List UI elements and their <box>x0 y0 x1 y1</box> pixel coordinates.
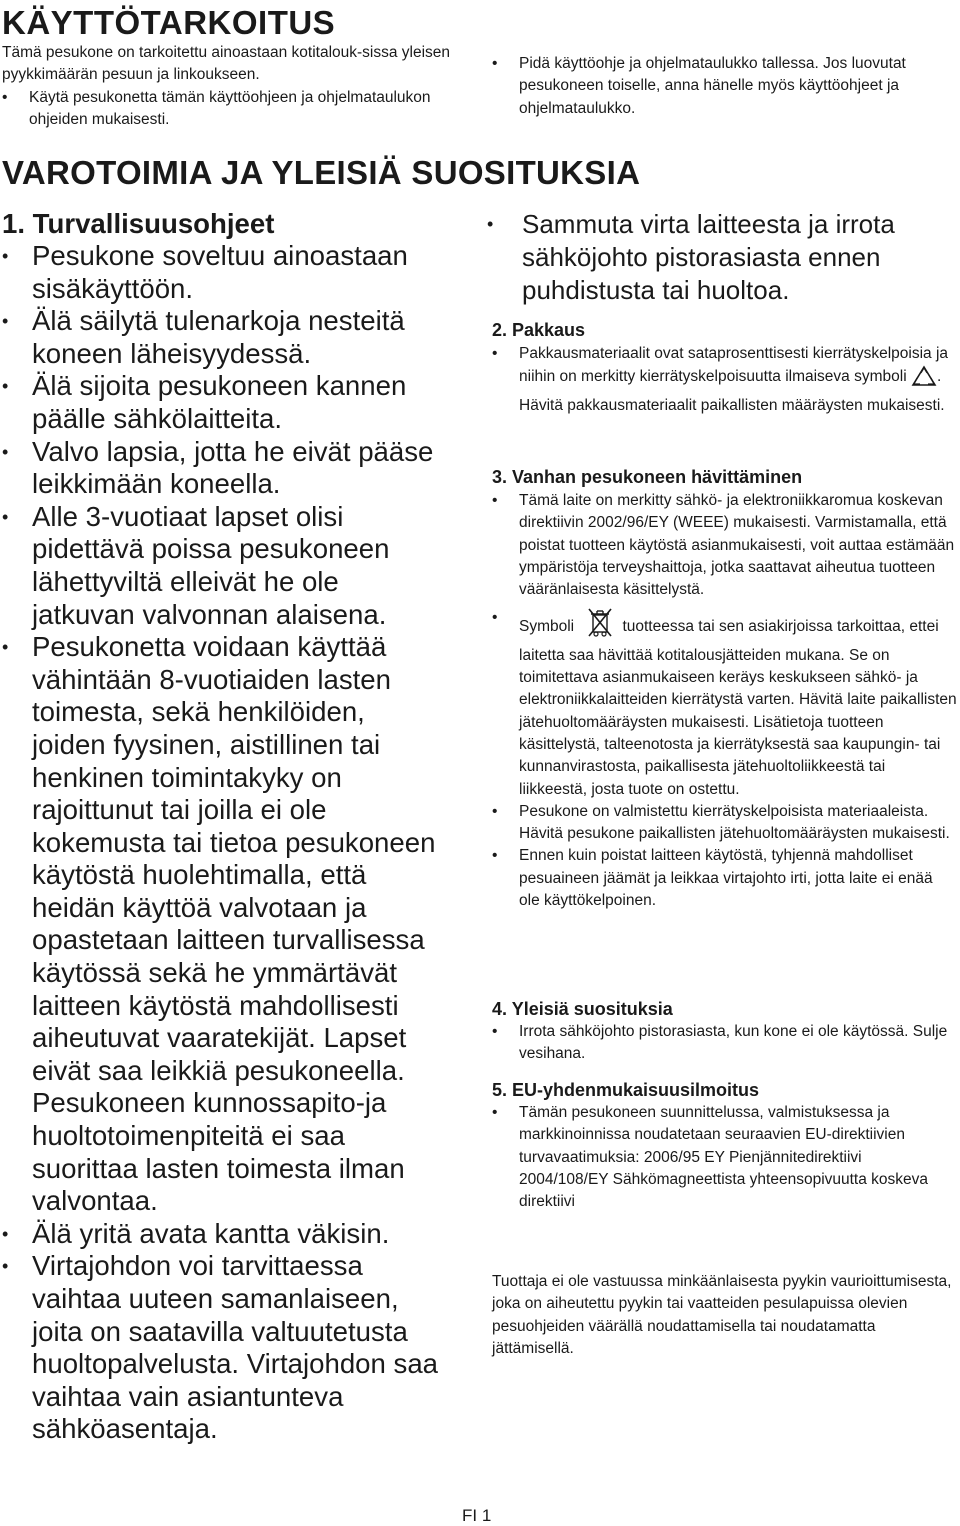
packaging-item <box>492 343 957 417</box>
disposal-heading: 3. Vanhan pesukoneen hävittäminen <box>492 467 803 487</box>
disposal-item: • Tämä laite on merkitty sähkö- ja elektroniikkaromua koskevan direktiivin 2002/96/EY (WEEE) mukaisesti. Varmistamalla, että poistat tuotteen käytöstä asianmukaisesti, voit auttaa estämään ympäristöja terveyshaittoja, jotka saattavat aiheutua tuotteen vääränlaisesta käsittelystä. <box>492 490 957 601</box>
intended-use-intro: Tämä pesukone on tarkoitettu ainoastaan kotitalouk-sissa yleisen pyykkimäärän pesuun ja linkoukseen. <box>2 44 451 84</box>
packaging-text-2: . Hävitä pakkausmateriaalit paikallisten määräysten mukaisesti. <box>519 368 945 414</box>
section-title-precautions: VAROTOIMIA JA YLEISIÄ SUOSITUKSIA <box>2 154 641 191</box>
intended-use-left <box>2 42 462 131</box>
weee-text-1: Symboli <box>519 618 575 636</box>
safety-list <box>2 240 442 1446</box>
disposal-item: • Ennen kuin poistat laitteen käytöstä, tyhjennä mahdolliset pesuaineen jäämät ja leikkaa virtajohto irti, jotta laite ei enää ole käyttökelpoinen. <box>492 845 957 912</box>
eu-list <box>492 1102 932 1213</box>
page-number: FI 1 <box>462 1506 492 1525</box>
safety-item: • Älä säilytä tulenarkoja nesteitä koneen läheisyydessä. <box>2 305 442 370</box>
packaging-heading: 2. Pakkaus <box>492 320 586 340</box>
packaging-list <box>492 343 957 417</box>
safety-item: • Alle 3-vuotiaat lapset olisi pidettävä poissa pesukoneen lähettyviltä elleivät he ole jatkuvan valvonnan alaisena. <box>2 501 442 631</box>
weee-text-2: tuotteessa tai sen asiakirjoissa tarkoittaa, ettei laitetta saa hävittää kotitalousjätteiden mukana. Se on toimitettava asianmukaiseen keräys keskukseen sähkö- ja elektroniikkalaitteiden kierrätystä varten. Hävitä laite paikallisten jätehuoltomääräysten mukaisesti. Lisätietoja tuotteen käsittelystä, talteenotosta ja kierrätyksestä saa kaupungin- tai kunnanvirastosta, paikallisesta jätehuoltoliikkeestä tai liikkeestä, josta tuote on ostettu. <box>519 618 957 798</box>
keep-manual-bullet: • Pidä käyttöohje ja ohjelmataulukko tallessa. Jos luovutat pesukoneen toiselle, anna hänelle myös käyttöohjeet ja ohjelmataulukko. <box>492 53 952 120</box>
eu-item: • Tämän pesukoneen suunnittelussa, valmistuksessa ja markkinoinnissa noudatetaan seuraavien EU-direktiivien turvavaatimuksia: 2006/95 EY Pienjännitedirektiivi 2004/108/EY Sähkömagneettista yhteensopivuutta koskeva direktiivi <box>492 1102 932 1213</box>
section-title-intended-use: KÄYTTÖTARKOITUS <box>2 4 336 41</box>
disposal-item <box>492 607 957 800</box>
safety-heading: 1. Turvallisuusohjeet <box>2 208 275 239</box>
safety-item: • Älä sijoita pesukoneen kannen päälle sähkölaitteita. <box>2 370 442 435</box>
intended-use-right <box>492 53 952 120</box>
safety-item: • Pesukone soveltuu ainoastaan sisäkäyttöön. <box>2 240 442 305</box>
crossed-out-wheelie-bin-icon <box>588 607 612 644</box>
power-off-bullet: • Sammuta virta laitteesta ja irrota sähköjohto pistorasiasta ennen puhdistusta tai huoltoa. <box>487 208 957 307</box>
general-heading: 4. Yleisiä suosituksia <box>492 999 673 1019</box>
safety-item: • Valvo lapsia, jotta he eivät pääse leikkimään koneella. <box>2 436 442 501</box>
disposal-list <box>492 490 957 912</box>
eu-heading: 5. EU-yhdenmukaisuusilmoitus <box>492 1080 760 1100</box>
recycle-triangle-icon <box>911 365 937 394</box>
disposal-item: • Pesukone on valmistettu kierrätyskelpoisista materiaaleista. Hävitä pesukone paikallisten jätehuoltomääräysten mukaisesti. <box>492 801 957 846</box>
safety-item: • Älä yritä avata kantta väkisin. <box>2 1218 442 1251</box>
safety-item: • Virtajohdon voi tarvittaessa vaihtaa uuteen samanlaiseen, joita on saatavilla valtuutetusta huoltopalvelusta. Virtajohdon saa vaihtaa vain asiantunteva sähköasentaja. <box>2 1250 442 1446</box>
general-item: • Irrota sähköjohto pistorasiasta, kun kone ei ole käytössä. Sulje vesihana. <box>492 1021 957 1066</box>
power-off-list <box>487 208 957 307</box>
disclaimer: Tuottaja ei ole vastuussa minkäänlaisesta pyykin vaurioittumisesta, joka on aiheutettu pyykin tai vaatteiden pesulapuissa olevien pesuohjeiden väärällä noudattamisella tai noudatamatta jättämisellä. <box>492 1273 952 1357</box>
general-list <box>492 1021 957 1066</box>
intended-use-bullet: • Käytä pesukonetta tämän käyttöohjeen ja ohjelmataulukon ohjeiden mukaisesti. <box>2 87 462 132</box>
safety-item: • Pesukonetta voidaan käyttää vähintään 8-vuotiaiden lasten toimesta, sekä henkilöiden, joiden fyysinen, aistillinen tai henkinen toimintakyky on rajoittunut tai joilla ei ole kokemusta tai tietoa pesukoneen käytöstä huolehtimalla, että heidän käyttöä valvotaan ja opastetaan laitteen turvallisessa käytössä sekä he ymmärtävät laitteen käytöstä mahdollisesti aiheutuvat vaaratekijät. Lapset eivät saa leikkiä pesukoneella. Pesukoneen kunnossapito-ja huoltotoimenpiteitä ei saa suorittaa lasten toimesta ilman valvontaa. <box>2 631 442 1218</box>
packaging-text-1: Pakkausmateriaalit ovat sataprosenttisesti kierrätyskelpoisia ja niihin on merkitty kierrätyskelpoisuutta ilmaiseva symboli <box>519 345 949 386</box>
